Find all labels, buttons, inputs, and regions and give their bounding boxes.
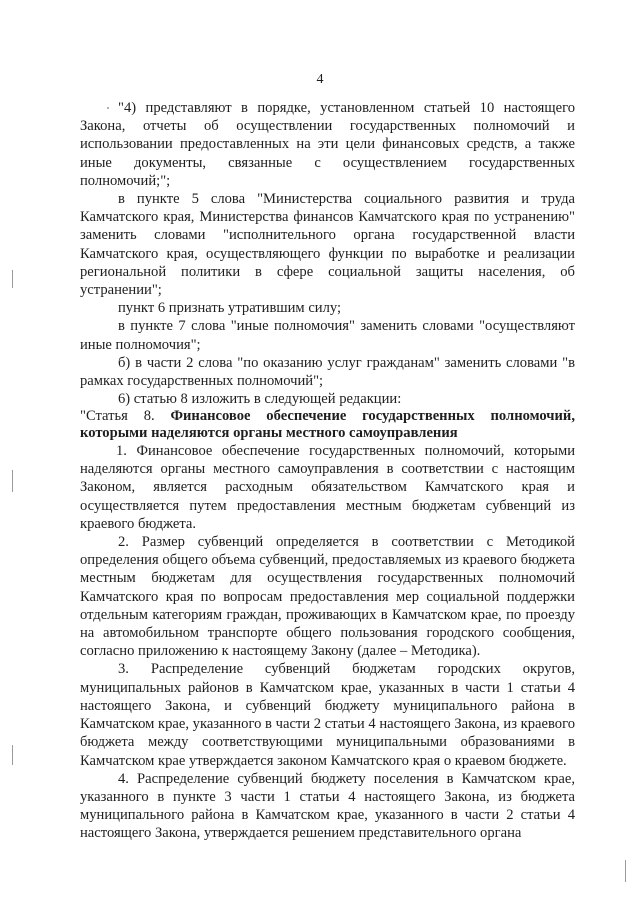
article-8-part-4: 4. Распределение субвенций бюджету поселения в Камчатском крае, указанного в пункте 3 части 1 статьи 4 настоящего Закона, из бюджета муниципального района в Камчатском крае, указанного в части 2 статьи 4 настоящего Закона, утверждается решением представительного органа [80, 770, 575, 842]
paragraph-item-4-amendment: "4) представляют в порядке, установленном статьей 10 настоящего Закона, отчеты об осуществлении государственных полномочий и использовании предоставленных на эти цели финансовых средств, а также иные документы, связанные с осуществлением государственных полномочий;"; [80, 100, 575, 189]
paragraph-article-8-intro: 6) статью 8 изложить в следующей редакции: [118, 391, 402, 408]
article-8-prefix: "Статья 8. [80, 408, 155, 425]
paragraph-point-5-amendment: в пункте 5 слова "Министерства социального развития и труда Камчатского края, Министерства финансов Камчатского края по устранению" заменить словами "исполнительного органа государственной власти Камчатского края, осуществляющего функции по выработке и реализации региональной политики в сфере социальной защиты населения, об устранении"; [80, 191, 575, 299]
article-8-title: Финансовое обеспечение государственных полномочий, которыми наделяются органы местного самоуправления [80, 408, 575, 442]
scan-mark-left [12, 270, 13, 288]
scan-mark-right [625, 860, 626, 882]
paragraph-point-6-repeal: пункт 6 признать утратившим силу; [118, 300, 342, 317]
page-number: 4 [316, 72, 324, 87]
article-8-part-3: 3. Распределение субвенций бюджетам городских округов, муниципальных районов в Камчатском крае, указанных в части 1 статьи 4 настоящего Закона, и субвенций бюджету муниципального района в Камчатском крае, указанного в части 2 статьи 4 настоящего Закона, из краевого бюджета между соответствующими муниципальными образованиями в Камчатском крае утверждается законом Камчатского края о краевом бюджете. [80, 661, 575, 769]
paragraph-part-2-amendment: б) в части 2 слова "по оказанию услуг гражданам" заменить словами "в рамках государственных полномочий"; [80, 354, 575, 390]
scan-dot [107, 107, 109, 109]
document-body [80, 99, 575, 843]
paragraph-point-7-amendment: в пункте 7 слова "иные полномочия" заменить словами "осуществляют иные полномочия"; [80, 318, 575, 353]
article-8-part-2: 2. Размер субвенций определяется в соответствии с Методикой определения общего объема субвенций, предоставляемых из краевого бюджета местным бюджетам для осуществления государственных полномочий Камчатского края по вопросам предоставления мер социальной поддержки отдельным категориям граждан, проживающих в Камчатском крае, по проезду на автомобильном транспорте общего пользования городского сообщения, согласно приложению к настоящему Закону (далее – Методика). [80, 534, 575, 660]
scan-mark-left [12, 745, 13, 765]
article-8-heading [80, 408, 575, 442]
scan-mark-left [12, 470, 13, 492]
article-8-part-1: 1. Финансовое обеспечение государственных полномочий, которыми наделяются органы местного самоуправления в соответствии с настоящим Законом, является расходным обязательством Камчатского края и осуществляется путем предоставления местным бюджетам субвенций из краевого бюджета. [80, 443, 575, 532]
